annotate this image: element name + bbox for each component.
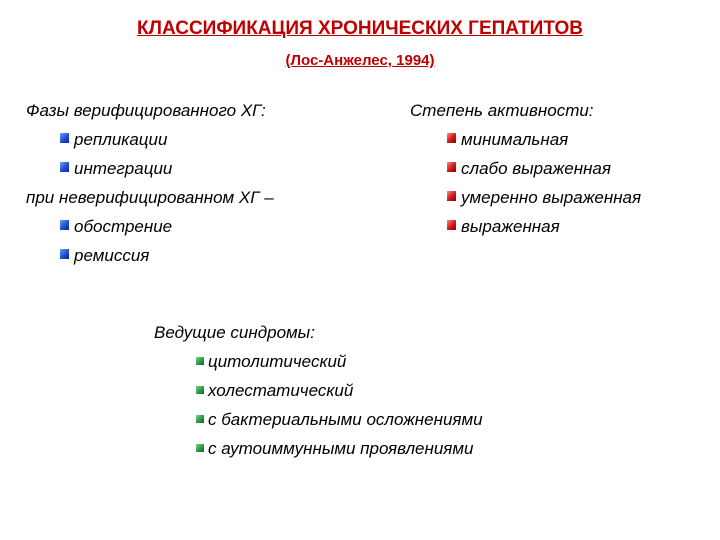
slide-title: КЛАССИФИКАЦИЯ ХРОНИЧЕСКИХ ГЕПАТИТОВ [137,18,583,39]
square-bullet-icon [447,220,456,230]
square-bullet-icon [60,220,69,230]
square-bullet-icon [447,191,456,201]
square-bullet-icon [60,249,69,259]
square-bullet-icon [60,162,69,172]
phases-block [26,96,274,270]
list-item [196,434,483,463]
list-item [60,241,274,270]
slide-subtitle: (Лос-Анжелес, 1994) [285,52,435,69]
list-item-label: интеграции [74,159,173,178]
list-item [447,183,641,212]
list-item-label: холестатический [208,381,354,400]
square-bullet-icon [196,415,204,423]
phases-heading: Фазы верифицированного ХГ: [26,101,266,120]
list-item-label: ремиссия [74,246,150,265]
list-item-label: с аутоиммунными проявлениями [208,439,474,458]
square-bullet-icon [447,162,456,172]
syndromes-block [154,318,483,463]
list-item-label: репликации [74,130,168,149]
list-item [447,125,641,154]
square-bullet-icon [447,133,456,143]
unverified-heading: при неверифицированном ХГ – [26,188,274,207]
list-item-label: выраженная [461,217,560,236]
list-item [196,347,483,376]
list-item [196,405,483,434]
list-item [60,212,274,241]
list-item [447,212,641,241]
list-item-label: минимальная [461,130,569,149]
list-item [196,376,483,405]
square-bullet-icon [60,133,69,143]
list-item-label: цитолитический [208,352,347,371]
list-item-label: обострение [74,217,173,236]
list-item [447,154,641,183]
square-bullet-icon [196,444,204,452]
activity-block [410,96,641,241]
square-bullet-icon [196,386,204,394]
activity-heading: Степень активности: [410,101,594,120]
syndromes-heading: Ведущие синдромы: [154,323,315,342]
list-item-label: слабо выраженная [461,159,611,178]
square-bullet-icon [196,357,204,365]
list-item [60,125,274,154]
list-item-label: умеренно выраженная [461,188,642,207]
list-item [60,154,274,183]
list-item-label: с бактериальными осложнениями [208,410,483,429]
